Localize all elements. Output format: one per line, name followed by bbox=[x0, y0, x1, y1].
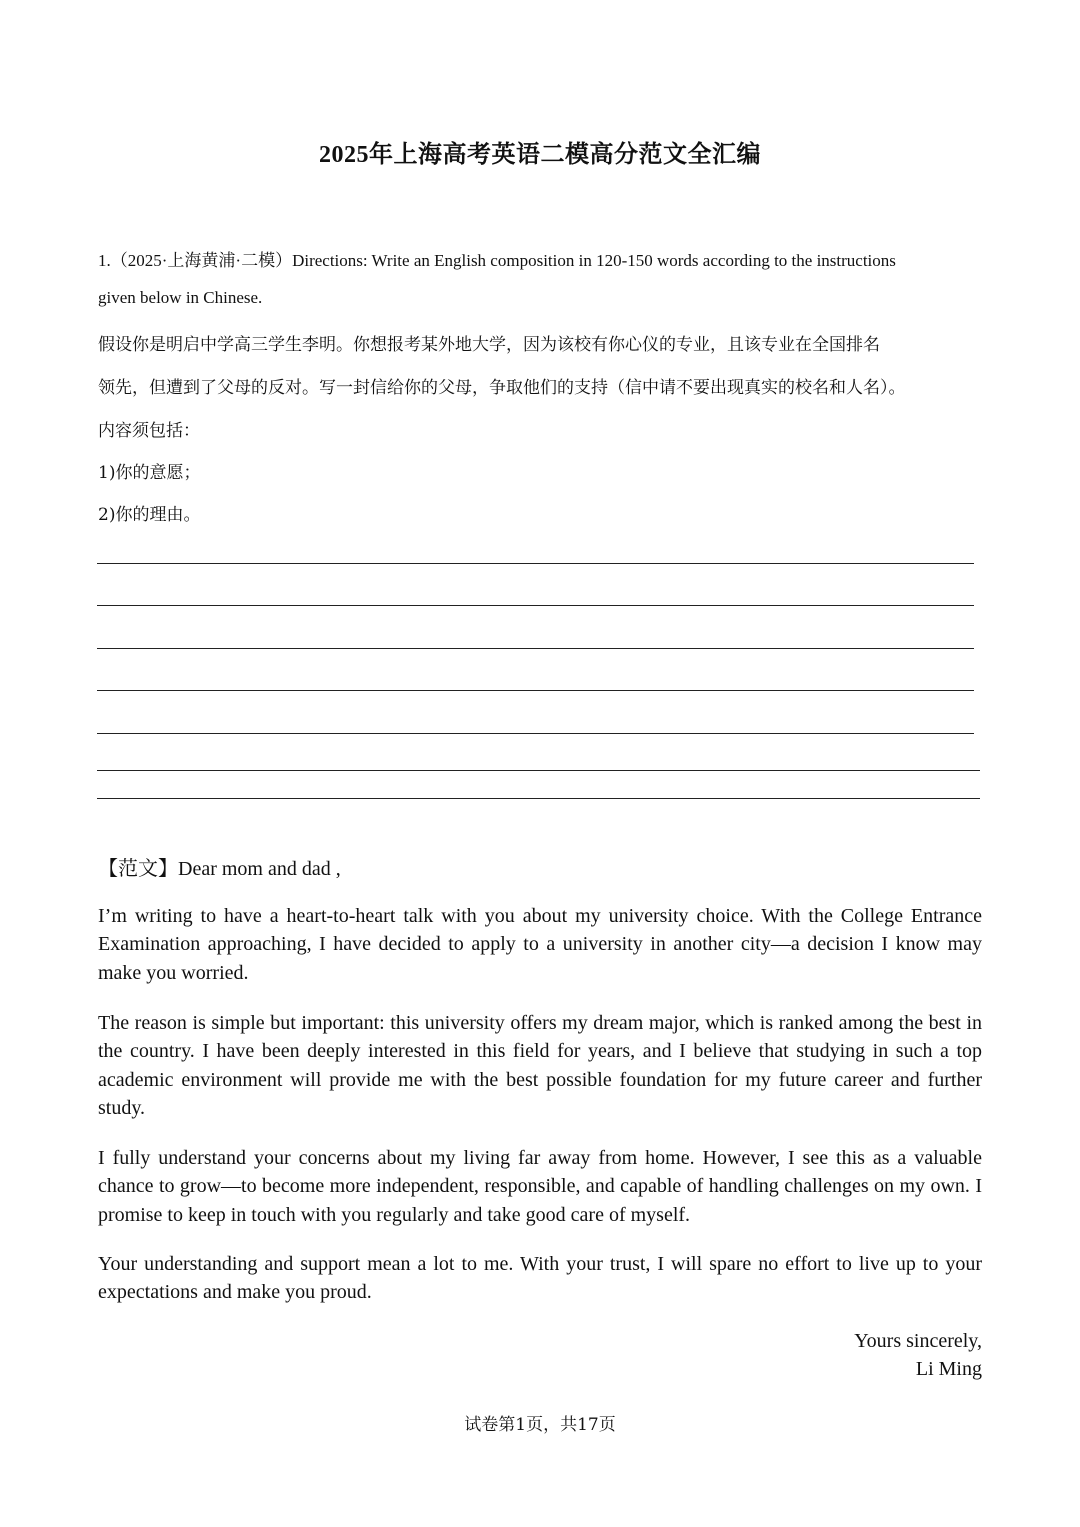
essay-salutation: Dear mom and dad , bbox=[178, 858, 341, 880]
essay-paragraph-4: Your understanding and support mean a lot to me. With your trust, I will spare no effort to live up to your expectations and make you proud. bbox=[98, 1253, 982, 1304]
essay-paragraph-1: I’m writing to have a heart-to-heart talk with you about my university choice. With the College Entrance Examination approaching, I have decided to apply to a university in another city—a decision I know may make you worried. bbox=[98, 905, 982, 984]
answer-line bbox=[97, 770, 980, 771]
question-point-1: 1)你的意愿； bbox=[98, 463, 201, 483]
essay-closing: Yours sincerely, bbox=[854, 1330, 982, 1352]
essay-paragraph-3: I fully understand your concerns about my living far away from home. However, I see this as a valuable chance to grow—to become more independent, responsible, and capable of handling challenges on my own. I promise to keep in touch with you regularly and take good care of myself. bbox=[98, 1147, 982, 1226]
essay-label: 【范文】 bbox=[98, 856, 178, 880]
question-requirements-label: 内容须包括： bbox=[98, 421, 200, 441]
question-chinese-line1: 假设你是明启中学高三学生李明。你想报考某外地大学，因为该校有你心仪的专业，且该专业在全国排名 bbox=[98, 335, 880, 355]
answer-line bbox=[97, 563, 974, 564]
answer-line bbox=[97, 648, 974, 649]
question-chinese-line2: 领先，但遭到了父母的反对。写一封信给你的父母，争取他们的支持（信中请不要出现真实的校名和人名）。 bbox=[98, 378, 906, 398]
essay-header bbox=[98, 852, 341, 881]
question-point-2: 2)你的理由。 bbox=[98, 505, 201, 525]
page-footer: 试卷第1页，共17页 bbox=[464, 1415, 616, 1435]
essay-paragraph-2: The reason is simple but important: this university offers my dream major, which is ranked among the best in the country. I have been deeply interested in this field for years, and I believe that studying in such a top academic environment will provide me with the best possible foundation for my future career and further study. bbox=[98, 1012, 982, 1119]
answer-line bbox=[97, 798, 980, 799]
essay-signature: Li Ming bbox=[915, 1358, 982, 1380]
answer-line bbox=[97, 605, 974, 606]
answer-line bbox=[97, 733, 974, 734]
document-title: 2025年上海高考英语二模高分范文全汇编 bbox=[319, 142, 761, 168]
question-directions-line2: given below in Chinese. bbox=[98, 288, 263, 307]
answer-line bbox=[97, 690, 974, 691]
question-directions-line1: 1.（2025·上海黄浦·二模）Directions: Write an English composition in 120-150 words according to the instructions bbox=[98, 251, 896, 270]
